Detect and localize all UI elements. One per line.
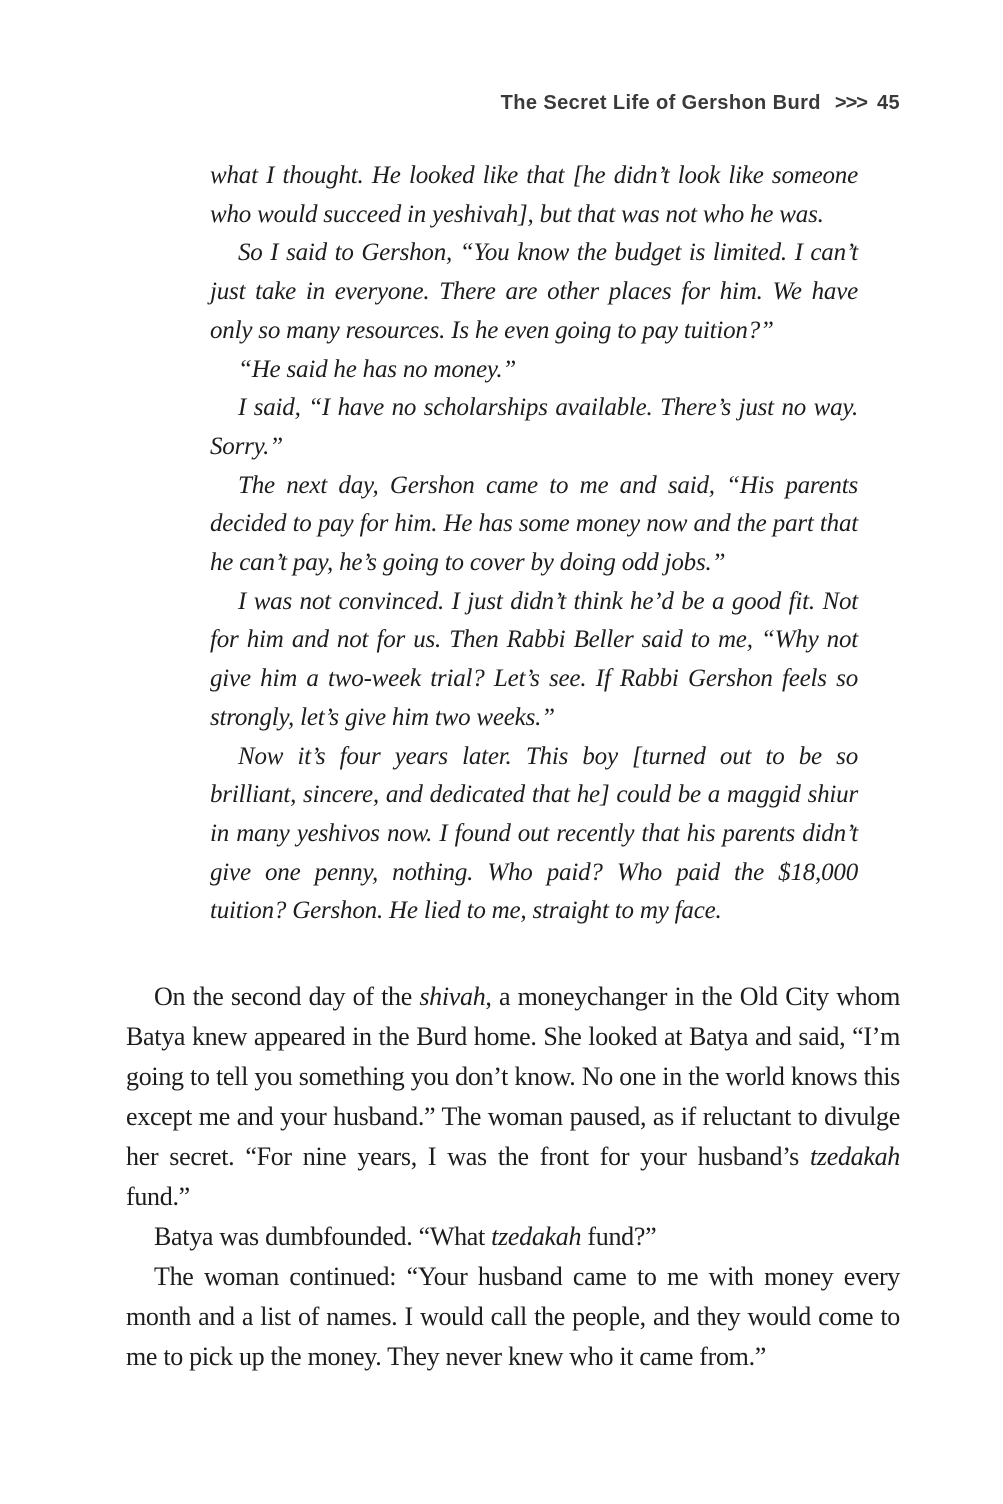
text-segment: The next day, Gershon came to me and said, “His parents decided to pay for him. He has some money now and the part that he can’t pay, he’s going to cover by doing odd jobs.” [210,471,858,577]
text-segment: The woman continued: “Your husband came to me with money every month and a list of names. I would call the people, and they would come to me to pick up the money. They never knew who it came from.” [126,1262,900,1371]
italic-term: tzedakah [809,1142,900,1171]
running-header [501,91,900,115]
paragraph [126,1217,900,1257]
paragraph [210,467,858,583]
body-text [126,977,900,1377]
chevrons-separator: >>> [834,92,867,114]
paragraph [126,1257,900,1377]
paragraph [210,234,858,350]
paragraph [210,157,858,234]
block-quote [210,157,858,931]
text-segment: I was not convinced. I just didn’t think he’d be a good fit. Not for him and not for us. Then Rabbi Beller said to me, “Why not give him a two-week trial? Let’s see. If Rabbi Gershon feels so strongly, let’s give him two weeks.” [210,587,858,731]
running-header-title: The Secret Life of Gershon Burd [500,92,821,114]
text-segment: I said, “I have no scholarships available. There’s just no way. Sorry.” [210,394,858,460]
paragraph [210,738,858,932]
text-segment: , a moneychanger in the Old City whom Batya knew appeared in the Burd home. She looked at Batya and said, “I’m going to tell you something you don’t know. No one in the world knows this except me and your husband.” The woman paused, as if reluctant to divulge her secret. “For nine years, I was the front for your husband’s [126,982,900,1171]
page-number: 45 [876,92,900,114]
text-segment: fund.” [126,1182,190,1211]
text-segment: Now it’s four years later. This boy [turned out to be so brilliant, sincere, and dedicated that he] could be a maggid shiur in many yeshivos now. I found out recently that his parents didn’t give one penny, nothing. Who paid? Who paid the $18,000 tuition? Gershon. He lied to me, straight to my face. [210,742,858,925]
text-segment: On the second day of the [154,982,420,1011]
paragraph [210,351,858,390]
italic-term: shivah [419,982,486,1011]
text-segment: Batya was dumbfounded. “What [154,1222,492,1251]
text-segment: what I thought. He looked like that [he didn’t look like someone who would succeed in yeshivah], but that was not who he was. [210,162,858,228]
text-segment: So I said to Gershon, “You know the budget is limited. I can’t just take in everyone. There are other places for him. We have only so many resources. Is he even going to pay tuition?” [210,239,858,344]
paragraph [210,583,858,738]
paragraph [126,977,900,1217]
italic-term: tzedakah [491,1222,582,1251]
paragraph [210,389,858,466]
text-segment: fund?” [581,1222,657,1251]
text-segment: “He said he has no money.” [238,355,517,383]
